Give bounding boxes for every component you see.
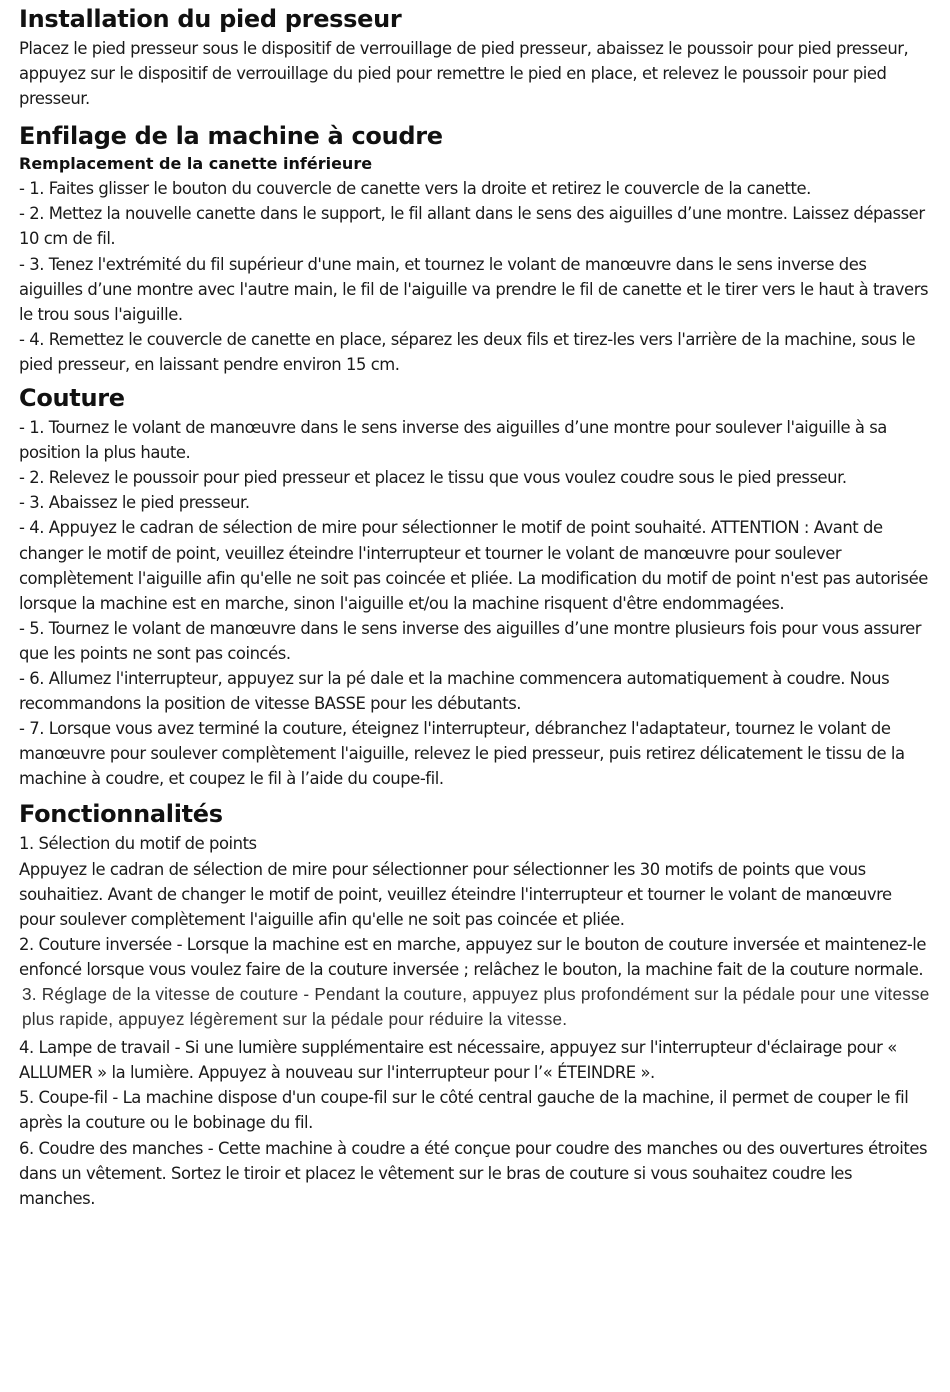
heading-enfilage: Enfilage de la machine à coudre [19,122,443,151]
couture-step: - 1. Tournez le volant de manœuvre dans le sens inverse des aiguilles d’une montre pour soulever l'aiguille à sa position la plus haute. [19,418,887,463]
paragraph-installation: Placez le pied presseur sous le dispositif de verrouillage de pied presseur, abaissez le poussoir pour pied presseur, appuyez sur le dispositif de verrouillage du pied pour remettre le pied en place, et relevez le poussoir pour pied presseur. [19,39,909,109]
couture-step: - 4. Appuyez le cadran de sélection de mire pour sélectionner le motif de point souhaité. ATTENTION : Avant de changer le motif de point, veuillez éteindre l'interrupteur et tourner le volant de manœuvre pour soulever complètement l'aiguille afin qu'elle ne soit pas coincée et pliée. La modification du motif de point n'est pas autorisée lorsque la machine est en marche, sinon l'aiguille et/ou la machine risquent d'être endommagées. [19,518,928,613]
section-fonctionnalites [19,799,931,1210]
couture-step: - 7. Lorsque vous avez terminé la couture, éteignez l'interrupteur, débranchez l'adaptateur, tournez le volant de manœuvre pour soulever complètement l'aiguille, relevez le pied presseur, puis retirez délicatement le tissu de la machine à coudre, et coupez le fil à l’aide du coupe-fil. [19,719,905,789]
couture-step: - 5. Tournez le volant de manœuvre dans le sens inverse des aiguilles d’une montre plusieurs fois pour vous assurer que les points ne sont pas coincés. [19,618,922,663]
feature-item: 4. Lampe de travail - Si une lumière supplémentaire est nécessaire, appuyez sur l'interrupteur d'éclairage pour « ALLUMER » la lumière. Appuyez à nouveau sur l'interrupteur pour l’« ÉTEINDRE ». [19,1038,897,1083]
heading-fonctionnalites: Fonctionnalités [19,800,223,829]
feature-item: 6. Coudre des manches - Cette machine à coudre a été conçue pour coudre des manches ou des ouvertures étroites dans un vêtement. Sortez le tiroir et placez le vêtement sur le bras de couture si vous souhaitez coudre les manches. [19,1138,928,1208]
couture-step: - 2. Relevez le poussoir pour pied presseur et placez le tissu que vous voulez coudre sous le pied presseur. [19,468,847,488]
heading-installation: Installation du pied presseur [19,5,402,33]
couture-step: - 6. Allumez l'interrupteur, appuyez sur la pé dale et la machine commencera automatiquement à coudre. Nous recommandons la position de vitesse BASSE pour les débutants. [19,668,890,714]
feature-item: 5. Coupe-fil - La machine dispose d'un coupe-fil sur le côté central gauche de la machine, il permet de couper le fil après la couture ou le bobinage du fil. [19,1088,909,1133]
enfilage-step: - 3. Tenez l'extrémité du fil supérieur d'une main, et tournez le volant de manœuvre dans le sens inverse des aiguilles d’une montre avec l'autre main, le fil de l'aiguille va prendre le fil de canette et le tirer vers le haut à travers le trou sous l'aiguille. [19,254,929,324]
enfilage-step: - 4. Remettez le couvercle de canette en place, séparez les deux fils et tirez-les vers l'arrière de la machine, sous le pied presseur, en laissant pendre environ 15 cm. [19,329,916,374]
couture-step: - 3. Abaissez le pied presseur. [19,493,250,513]
enfilage-step: - 1. Faites glisser le bouton du couvercle de canette vers la droite et retirez le couvercle de la canette. [19,179,811,199]
section-installation [19,4,931,111]
section-couture [19,383,931,791]
document-page [19,4,931,1211]
feature-item: 3. Réglage de la vitesse de couture - Pendant la couture, appuyez plus profondément sur la pédale pour une vitesse plus rapide, appuyez légèrement sur la pédale pour réduire la vitesse. [22,984,930,1030]
subheading-canette: Remplacement de la canette inférieure [19,154,373,174]
section-enfilage [19,121,931,377]
enfilage-step: - 2. Mettez la nouvelle canette dans le support, le fil allant dans le sens des aiguilles d’une montre. Laissez dépasser 10 cm de fil. [19,204,925,249]
feature-item: Appuyez le cadran de sélection de mire pour sélectionner pour sélectionner les 30 motifs de points que vous souhaitiez. Avant de changer le motif de point, veuillez éteindre l'interrupteur et tourner le volant de manœuvre pour soulever complètement l'aiguille afin qu'elle ne soit pas coincée et pliée. [19,859,892,929]
heading-couture: Couture [19,384,125,413]
feature-item: 1. Sélection du motif de points [19,834,257,854]
feature-item: 2. Couture inversée - Lorsque la machine est en marche, appuyez sur le bouton de couture inversée et maintenez-le enfoncé lorsque vous voulez faire de la couture inversée ; relâchez le bouton, la machine fait de la couture normale. [19,934,927,979]
